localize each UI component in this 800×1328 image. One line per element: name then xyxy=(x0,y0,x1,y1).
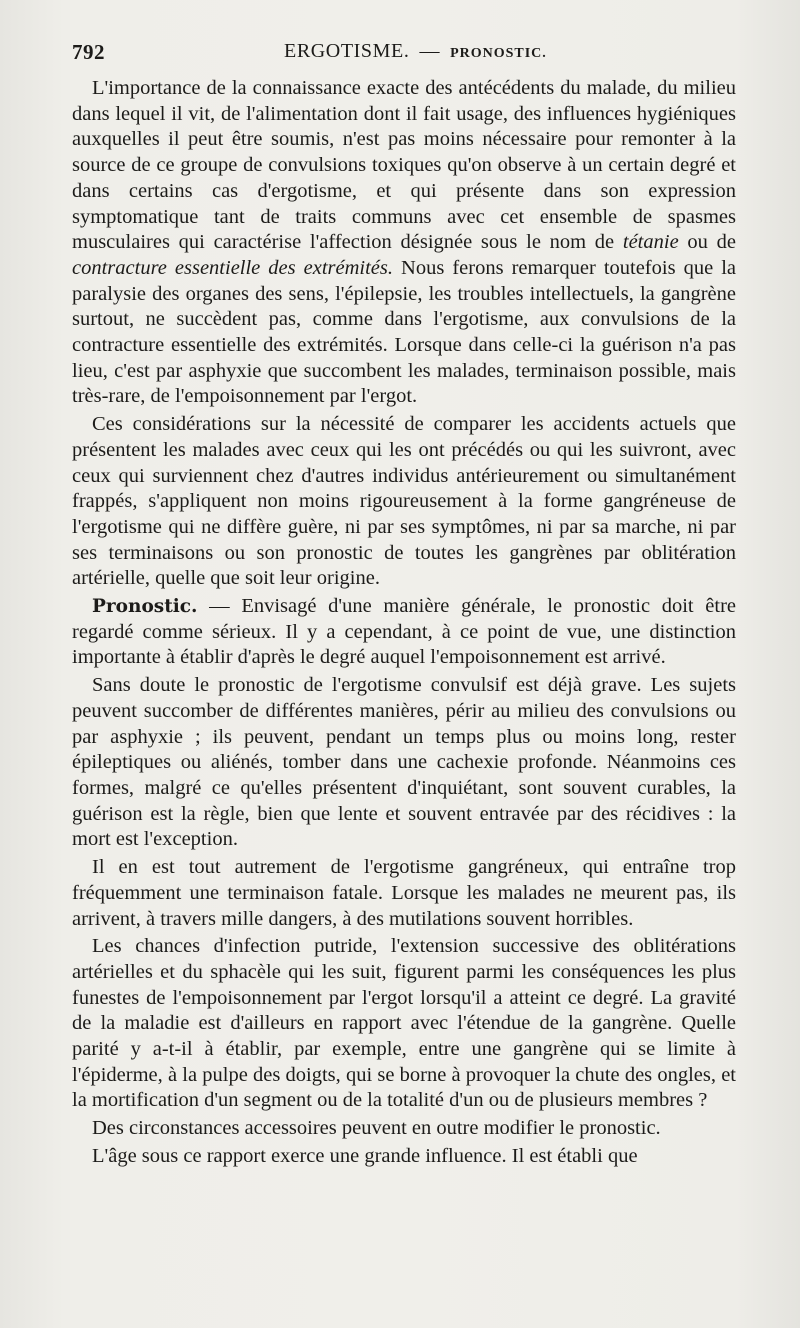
paragraph-1-text-c: Nous ferons remarquer toutefois que la paralysie des organes des sens, l'épilepsie, les troubles intellectuels, la gangrène surtout, ne succèdent pas, comme dans l'ergotisme, aux convulsions de la contracture essentielle des extrémités. Lorsque dans celle-ci la guérison n'a pas lieu, c'est par asphyxie que succombent les malades, terminaison possible, mais très-rare, de l'empoisonnement par l'ergot. xyxy=(72,256,736,408)
page-number: 792 xyxy=(72,40,105,64)
paragraph-7: Des circonstances accessoires peuvent en outre modifier le pronostic. xyxy=(92,1117,661,1140)
paragraph-1-text-a: L'importance de la connaissance exacte des antécédents du malade, du milieu dans lequel il vit, de l'alimentation dont il fait usage, des influences hygiéniques auxquelles il peut être soumis, n'est pas moins nécessaire pour remonter à la source de ce groupe de convulsions toxiques qu'on observe à un certain degré et dans certains cas d'ergotisme, et qui présente dans son expression symptomatique tant de traits communs avec cet ensemble de spasmes musculaires qui caractérise l'affection désignée sous le nom de xyxy=(72,77,736,254)
running-title: ERGOTISME. xyxy=(284,40,410,62)
section-heading-pronostic: Pronostic. xyxy=(92,596,198,618)
paragraph-1-text-b: ou de xyxy=(678,231,736,254)
running-dash: — xyxy=(419,40,441,62)
running-subtitle: PRONOSTIC. xyxy=(450,46,547,61)
paragraph-8: L'âge sous ce rapport exerce une grande influence. Il est établi que xyxy=(92,1144,638,1167)
term-contracture: contracture essentielle des extrémités. xyxy=(72,256,394,279)
term-tetanie: tétanie xyxy=(622,231,679,254)
paragraph-pronostic xyxy=(72,594,736,671)
paragraph-6: Les chances d'infection putride, l'extension successive des oblitérations artérielles et du sphacèle qui les suit, figurent parmi les conséquences les plus funestes de l'empoisonnement par l'ergot lorsqu'il a atteint ce degré. La gravité de la maladie est d'ailleurs en rapport avec l'étendue de la gangrène. Quelle parité y a-t-il à établir, par exemple, entre une gangrène qui se limite à l'épiderme, à la pulpe des doigts, qui se borne à provoquer la chute des ongles, et la mortification d'un segment ou de la totalité d'un ou de plusieurs membres ? xyxy=(72,935,736,1112)
paragraph-3-text: Envisagé d'une manière générale, le pronostic doit être regardé comme sérieux. Il y a cependant, à ce point de vue, une distinction importante à établir d'après le degré auquel l'empoisonnement est arrivé. xyxy=(72,595,737,669)
paragraph-2: Ces considérations sur la nécessité de comparer les accidents actuels que présentent les malades avec ceux qui les ont précédés ou qui les suivront, avec ceux qui surviennent chez d'autres individus antérieurement ou simultanément frappés, s'appliquent non moins rigoureusement à la forme gangréneuse de l'ergotisme qui ne diffère guère, ni par ses symptômes, ni par sa marche, ni par ses terminaisons ou son pronostic de toutes les gangrènes par oblitération artérielle, quelle que soit leur origine. xyxy=(72,413,736,590)
running-head xyxy=(284,40,547,63)
paragraph-1 xyxy=(72,76,736,410)
paragraph-4: Sans doute le pronostic de l'ergotisme convulsif est déjà grave. Les sujets peuvent succomber de différentes manières, périr au milieu des convulsions ou par asphyxie ; ils peuvent, pendant un temps plus ou moins long, rester épileptiques ou aliénés, tomber dans une cachexie profonde. Néanmoins ces formes, malgré ce qu'elles présentent d'inquiétant, sont souvent curables, la guérison est la règle, bien que lente et souvent entravée par des récidives : la mort est l'exception. xyxy=(72,674,736,851)
page-header xyxy=(72,40,736,70)
body-text xyxy=(72,76,736,1172)
bleed-through-text xyxy=(150,1236,790,1254)
heading-dash: — xyxy=(197,595,242,618)
paragraph-5: Il en est tout autrement de l'ergotisme gangréneux, qui entraîne trop fréquemment une terminaison fatale. Lorsque les malades ne meurent pas, ils arrivent, à travers mille dangers, à des mutilations souvent horribles. xyxy=(72,856,736,930)
